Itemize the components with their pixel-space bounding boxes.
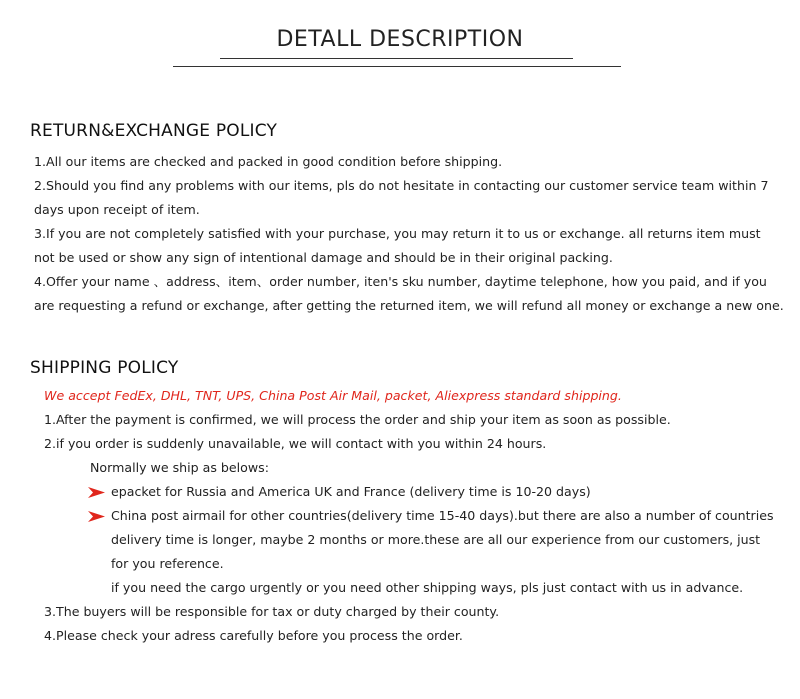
shipping-bullet-epacket	[44, 480, 774, 504]
red-arrow-icon	[88, 511, 105, 522]
return-item-1: 1.All our items are checked and packed in good condition before shipping.	[34, 154, 503, 169]
accepted-carriers-line: We accept FedEx, DHL, TNT, UPS, China Post Air Mail, packet, Aliexpress standard shipping.	[44, 388, 622, 403]
shipping-item-2: 2.if you order is suddenly unavailable, we will contact with you within 24 hours.	[44, 436, 547, 451]
page-title: DETALL DESCRIPTION	[276, 27, 524, 52]
shipping-bullet-china-post	[44, 504, 774, 576]
return-item-2: 2.Should you find any problems with our items, pls do not hesitate in contacting our customer service team within 7 days upon receipt of item.	[34, 178, 769, 217]
shipping-item-4: 4.Please check your adress carefully before you process the order.	[44, 628, 463, 643]
title-underline-top	[220, 58, 573, 59]
shipping-normally-line: Normally we ship as belows:	[90, 460, 269, 475]
shipping-bullet-china-post-text: China post airmail for other countries(delivery time 15-40 days).but there are also a number of countries delivery time is longer, maybe 2 months or more.these are all our experience from our customers, just for you reference.	[111, 508, 774, 571]
shipping-policy-heading: SHIPPING POLICY	[30, 358, 179, 378]
title-underline-bottom	[173, 66, 621, 67]
return-item-4: 4.Offer your name 、address、item、order number, iten's sku number, daytime telephone, how you paid, and if you are requesting a refund or exchange, after getting the returned item, we will refund all money or exchange a new one.	[34, 274, 784, 313]
return-policy-list	[34, 150, 784, 318]
return-policy-heading: RETURN&EXCHANGE POLICY	[30, 121, 278, 141]
shipping-item-3: 3.The buyers will be responsible for tax or duty charged by their county.	[44, 604, 500, 619]
title-block	[0, 26, 800, 54]
return-item-3: 3.If you are not completely satisfied with your purchase, you may return it to us or exchange. all returns item must not be used or show any sign of intentional damage and should be in their original packing.	[34, 226, 761, 265]
shipping-policy-list	[44, 408, 774, 648]
shipping-bullet-epacket-text: epacket for Russia and America UK and France (delivery time is 10-20 days)	[111, 484, 591, 499]
shipping-urgent-line: if you need the cargo urgently or you need other shipping ways, pls just contact with us in advance.	[111, 580, 744, 595]
shipping-item-1: 1.After the payment is confirmed, we will process the order and ship your item as soon as possible.	[44, 412, 671, 427]
red-arrow-icon	[88, 487, 105, 498]
